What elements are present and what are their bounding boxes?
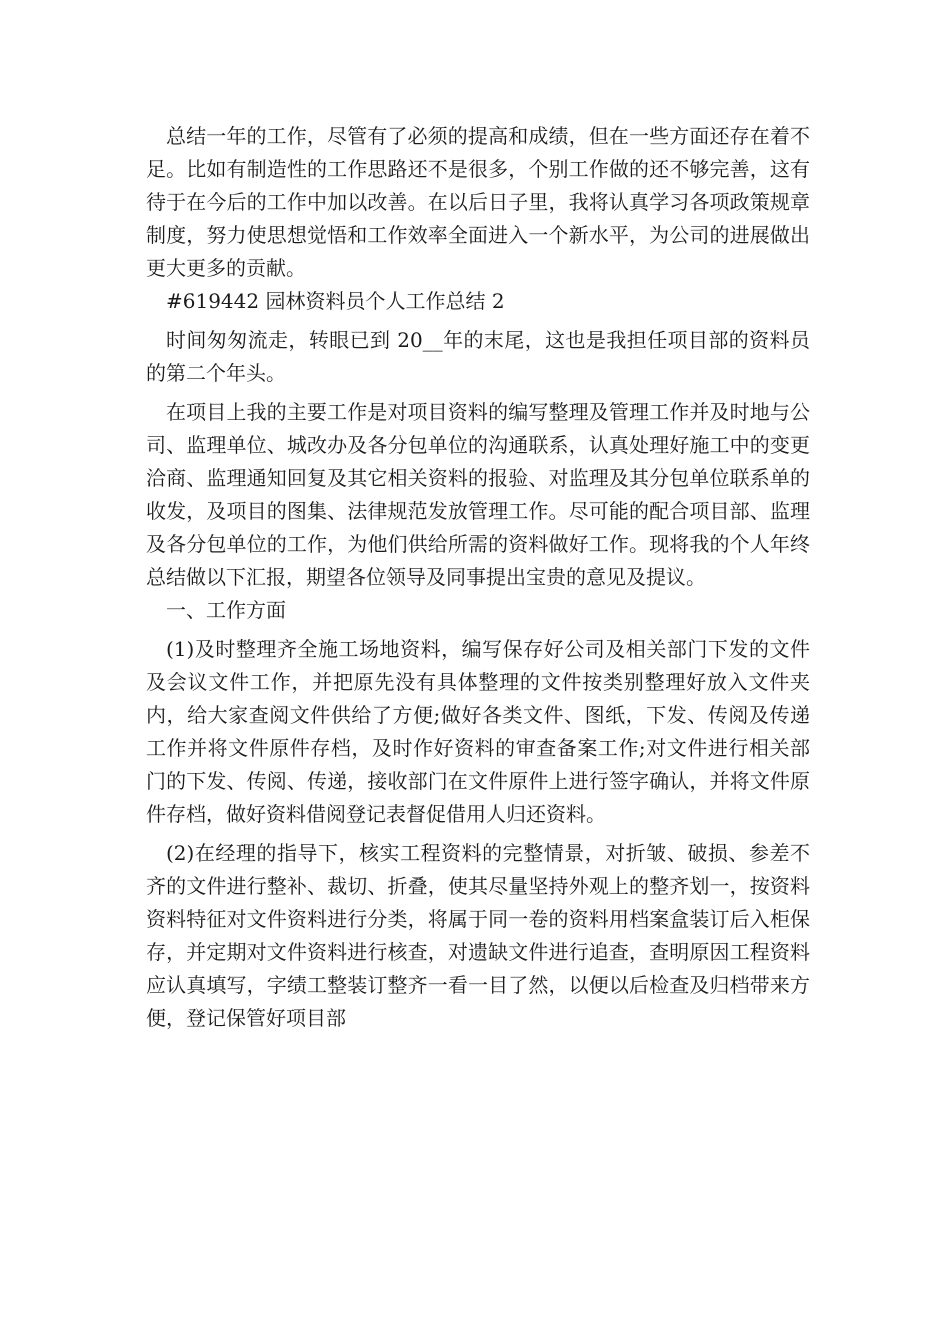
- paragraph-item-2: (2)在经理的指导下，核实工程资料的完整情景，对折皱、破损、参差不齐的文件进行整补、裁切、折叠，使其尽量坚持外观上的整齐划一，按资料资料特征对文件资料进行分类，将属于同一卷的资料用档案盒装订后入柜保存，并定期对文件资料进行核查，对遗缺文件进行追查，查明原因工程资料应认真填写，字绩工整装订整齐一看一目了然，以便以后检查及归档带来方便，登记保管好项目部: [146, 841, 810, 1030]
- paragraph-summary: 总结一年的工作，尽管有了必须的提高和成绩，但在一些方面还存在着不足。比如有制造性的工作思路还不是很多，个别工作做的还不够完善，这有待于在今后的工作中加以改善。在以后日子里，我将认真学习各项政策规章制度，努力使思想觉悟和工作效率全面进入一个新水平，为公司的进展做出更大更多的贡献。: [146, 124, 810, 280]
- document-body: [146, 120, 810, 1035]
- paragraph-intro: 时间匆匆流走，转眼已到 20__年的末尾，这也是我担任项目部的资料员的第二个年头。: [146, 328, 810, 385]
- paragraph-item-1: (1)及时整理齐全施工场地资料，编写保存好公司及相关部门下发的文件及会议文件工作，并把原先没有具体整理的文件按类别整理好放入文件夹内，给大家查阅文件供给了方便;做好各类文件、图纸，下发、传阅及传递工作并将文件原件存档，及时作好资料的审查备案工作;对文件进行相关部门的下发、传阅、传递，接收部门在文件原件上进行签字确认，并将文件原件存档，做好资料借阅登记表督促借用人归还资料。: [146, 637, 810, 826]
- section-heading-work: 一、工作方面: [166, 598, 286, 622]
- section-title: #619442 园林资料员个人工作总结 2: [166, 289, 505, 313]
- paragraph-main-duties: 在项目上我的主要工作是对项目资料的编写整理及管理工作并及时地与公司、监理单位、城改办及各分包单位的沟通联系，认真处理好施工中的变更洽商、监理通知回复及其它相关资料的报验、对监理及其分包单位联系单的收发，及项目的图集、法律规范发放管理工作。尽可能的配合项目部、监理及各分包单位的工作，为他们供给所需的资料做好工作。现将我的个人年终总结做以下汇报，期望各位领导及同事提出宝贵的意见及提议。: [146, 400, 810, 589]
